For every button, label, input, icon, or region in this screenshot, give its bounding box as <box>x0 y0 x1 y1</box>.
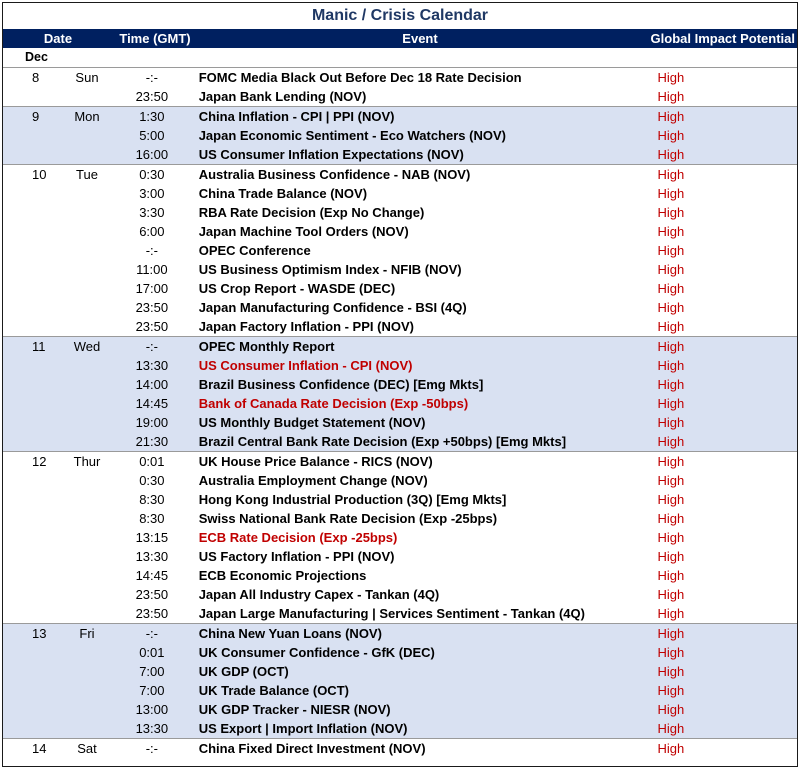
date-cell <box>3 375 113 394</box>
impact-cell: High <box>657 109 685 124</box>
day-number <box>3 203 61 222</box>
day-number: 12 <box>32 454 47 469</box>
time-cell: -:- <box>145 339 158 354</box>
day-number <box>3 662 61 681</box>
time-cell: 8:30 <box>139 511 165 526</box>
day-name: Fri <box>79 626 95 641</box>
event-cell: US Consumer Inflation - CPI (NOV) <box>198 358 413 373</box>
day-number <box>3 317 61 336</box>
day-name <box>61 547 113 566</box>
header-time: Time (GMT) <box>119 31 191 46</box>
day-number <box>3 222 61 241</box>
impact-cell: High <box>657 454 685 469</box>
event-cell: ECB Economic Projections <box>198 568 367 583</box>
table-row <box>3 68 797 87</box>
date-cell <box>3 203 113 222</box>
impact-cell: High <box>657 167 685 182</box>
event-cell: Japan Factory Inflation - PPI (NOV) <box>198 319 414 334</box>
date-cell <box>3 184 113 203</box>
date-cell <box>3 126 113 145</box>
date-cell <box>3 107 113 126</box>
table-row <box>3 394 797 413</box>
date-cell <box>3 681 113 700</box>
table-row <box>3 566 797 585</box>
date-cell <box>3 356 113 375</box>
time-cell: 23:50 <box>135 319 169 334</box>
table-row <box>3 662 797 681</box>
day-number <box>3 604 61 623</box>
day-number <box>3 585 61 604</box>
table-row <box>3 700 797 719</box>
time-cell: 23:50 <box>135 587 169 602</box>
day-number: 10 <box>32 167 47 182</box>
impact-cell: High <box>657 205 685 220</box>
day-name <box>61 317 113 336</box>
time-cell: 13:30 <box>135 358 169 373</box>
date-cell <box>3 585 113 604</box>
day-number <box>3 298 61 317</box>
time-cell: 1:30 <box>139 109 165 124</box>
day-number <box>3 643 61 662</box>
table-row <box>3 624 797 643</box>
table-row <box>3 126 797 145</box>
event-cell: Japan Bank Lending (NOV) <box>198 89 367 104</box>
time-cell: 7:00 <box>139 664 165 679</box>
day-number <box>3 145 61 164</box>
event-cell: Japan Manufacturing Confidence - BSI (4Q) <box>198 300 467 315</box>
table-row <box>3 87 797 106</box>
day-number <box>3 184 61 203</box>
time-cell: 3:30 <box>139 205 165 220</box>
time-cell: 11:00 <box>136 262 168 277</box>
date-cell <box>3 700 113 719</box>
event-cell: US Business Optimism Index - NFIB (NOV) <box>198 262 462 277</box>
event-cell: Australia Business Confidence - NAB (NOV) <box>198 167 471 182</box>
time-cell: 7:00 <box>139 683 165 698</box>
impact-cell: High <box>657 89 685 104</box>
day-name <box>61 184 113 203</box>
event-cell: FOMC Media Black Out Before Dec 18 Rate Decision <box>198 70 522 85</box>
day-number <box>3 87 61 106</box>
time-cell: 14:45 <box>135 568 169 583</box>
date-cell <box>3 145 113 164</box>
time-cell: 13:30 <box>135 549 169 564</box>
day-number <box>3 566 61 585</box>
day-number: 9 <box>32 109 40 124</box>
table-row <box>3 643 797 662</box>
day-number <box>3 471 61 490</box>
time-cell: 23:50 <box>135 300 169 315</box>
day-number: 11 <box>32 339 46 354</box>
date-cell <box>3 490 113 509</box>
impact-cell: High <box>657 587 685 602</box>
day-group <box>3 336 797 451</box>
event-cell: UK Trade Balance (OCT) <box>198 683 349 698</box>
day-name: Thur <box>73 454 101 469</box>
day-number <box>3 700 61 719</box>
day-name: Wed <box>73 339 101 354</box>
impact-cell: High <box>657 396 685 411</box>
day-group <box>3 451 797 623</box>
date-cell <box>3 317 113 336</box>
time-cell: -:- <box>145 741 158 756</box>
day-number: 14 <box>32 741 47 756</box>
impact-cell: High <box>657 339 685 354</box>
time-cell: 19:00 <box>135 415 169 430</box>
table-row <box>3 337 797 356</box>
event-cell: UK Consumer Confidence - GfK (DEC) <box>198 645 435 660</box>
date-cell <box>3 662 113 681</box>
impact-cell: High <box>657 511 685 526</box>
day-name <box>61 566 113 585</box>
day-name <box>61 585 113 604</box>
date-cell <box>3 471 113 490</box>
day-name <box>61 356 113 375</box>
event-cell: Australia Employment Change (NOV) <box>198 473 428 488</box>
event-cell: China Inflation - CPI | PPI (NOV) <box>198 109 395 124</box>
day-number <box>3 528 61 547</box>
time-cell: 0:30 <box>139 167 165 182</box>
day-number <box>3 490 61 509</box>
day-group <box>3 623 797 738</box>
table-header <box>3 29 797 48</box>
day-number <box>3 719 61 738</box>
impact-cell: High <box>657 224 685 239</box>
day-name <box>61 222 113 241</box>
time-cell: -:- <box>145 243 158 258</box>
time-cell: 23:50 <box>135 89 169 104</box>
day-name <box>61 681 113 700</box>
day-name <box>61 298 113 317</box>
event-cell: ECB Rate Decision (Exp -25bps) <box>198 530 398 545</box>
impact-cell: High <box>657 358 685 373</box>
day-name <box>61 719 113 738</box>
day-name <box>61 643 113 662</box>
day-name <box>61 509 113 528</box>
event-cell: US Crop Report - WASDE (DEC) <box>198 281 396 296</box>
time-cell: 0:01 <box>139 454 165 469</box>
event-cell: China New Yuan Loans (NOV) <box>198 626 382 641</box>
time-cell: 13:30 <box>135 721 169 736</box>
table-row <box>3 413 797 432</box>
table-row <box>3 528 797 547</box>
impact-cell: High <box>657 473 685 488</box>
day-name <box>61 260 113 279</box>
table-row <box>3 452 797 471</box>
date-cell <box>3 566 113 585</box>
impact-cell: High <box>657 377 685 392</box>
day-number <box>3 241 61 260</box>
time-cell: 13:00 <box>135 702 169 717</box>
day-number <box>3 547 61 566</box>
date-cell <box>3 337 113 356</box>
time-cell: 5:00 <box>139 128 165 143</box>
calendar-table <box>2 2 798 767</box>
day-number <box>3 413 61 432</box>
time-cell: 8:30 <box>139 492 165 507</box>
time-cell: 0:01 <box>139 645 165 660</box>
month-label: Dec <box>25 50 48 64</box>
table-row <box>3 471 797 490</box>
day-name <box>61 490 113 509</box>
date-cell <box>3 68 113 87</box>
time-cell: 6:00 <box>139 224 165 239</box>
table-row <box>3 585 797 604</box>
event-cell: RBA Rate Decision (Exp No Change) <box>198 205 425 220</box>
day-group <box>3 106 797 164</box>
day-number <box>3 375 61 394</box>
impact-cell: High <box>657 281 685 296</box>
table-row <box>3 547 797 566</box>
day-group <box>3 164 797 336</box>
event-cell: UK GDP (OCT) <box>198 664 289 679</box>
time-cell: 13:15 <box>135 530 169 545</box>
date-cell <box>3 165 113 184</box>
date-cell <box>3 547 113 566</box>
date-cell <box>3 432 113 451</box>
impact-cell: High <box>657 147 685 162</box>
impact-cell: High <box>657 243 685 258</box>
impact-cell: High <box>657 530 685 545</box>
day-number <box>3 432 61 451</box>
impact-cell: High <box>657 128 685 143</box>
date-cell <box>3 509 113 528</box>
impact-cell: High <box>657 606 685 621</box>
day-number <box>3 126 61 145</box>
header-impact: Global Impact Potential <box>650 31 795 46</box>
table-row <box>3 490 797 509</box>
table-row <box>3 432 797 451</box>
impact-cell: High <box>657 300 685 315</box>
event-cell: OPEC Conference <box>198 243 311 258</box>
day-number <box>3 260 61 279</box>
day-name: Sat <box>77 741 97 756</box>
day-number <box>3 356 61 375</box>
impact-cell: High <box>657 626 685 641</box>
day-name <box>61 375 113 394</box>
time-cell: 14:45 <box>135 396 169 411</box>
date-cell <box>3 528 113 547</box>
event-cell: Japan All Industry Capex - Tankan (4Q) <box>198 587 440 602</box>
time-cell: 23:50 <box>135 606 169 621</box>
day-name <box>61 87 113 106</box>
time-cell: -:- <box>145 626 158 641</box>
table-row <box>3 145 797 164</box>
table-row <box>3 375 797 394</box>
impact-cell: High <box>657 664 685 679</box>
time-cell: 3:00 <box>139 186 165 201</box>
time-cell: -:- <box>145 70 158 85</box>
event-cell: US Consumer Inflation Expectations (NOV) <box>198 147 464 162</box>
day-name <box>61 662 113 681</box>
time-cell: 16:00 <box>135 147 169 162</box>
date-cell <box>3 87 113 106</box>
date-cell <box>3 222 113 241</box>
table-row <box>3 107 797 126</box>
event-cell: Hong Kong Industrial Production (3Q) [Emg Mkts] <box>198 492 507 507</box>
time-cell: 17:00 <box>135 281 169 296</box>
event-cell: Japan Large Manufacturing | Services Sentiment - Tankan (4Q) <box>198 606 585 621</box>
day-number <box>3 394 61 413</box>
date-cell <box>3 719 113 738</box>
day-name <box>61 279 113 298</box>
day-number: 13 <box>32 626 47 641</box>
event-cell: Swiss National Bank Rate Decision (Exp -25bps) <box>198 511 498 526</box>
day-name: Tue <box>76 167 98 182</box>
event-cell: Brazil Central Bank Rate Decision (Exp +50bps) [Emg Mkts] <box>198 434 567 449</box>
event-cell: Bank of Canada Rate Decision (Exp -50bps) <box>198 396 469 411</box>
day-name <box>61 241 113 260</box>
day-name <box>61 604 113 623</box>
date-cell <box>3 604 113 623</box>
date-cell <box>3 241 113 260</box>
date-cell <box>3 452 113 471</box>
event-cell: US Export | Import Inflation (NOV) <box>198 721 408 736</box>
event-cell: US Monthly Budget Statement (NOV) <box>198 415 426 430</box>
impact-cell: High <box>657 434 685 449</box>
table-row <box>3 356 797 375</box>
day-number: 8 <box>32 70 40 85</box>
calendar-title: Manic / Crisis Calendar <box>311 7 489 24</box>
event-cell: China Trade Balance (NOV) <box>198 186 368 201</box>
day-number <box>3 509 61 528</box>
header-date: Date <box>43 31 73 46</box>
date-cell <box>3 260 113 279</box>
day-name <box>61 413 113 432</box>
impact-cell: High <box>657 319 685 334</box>
impact-cell: High <box>657 568 685 583</box>
time-cell: 0:30 <box>139 473 165 488</box>
date-cell <box>3 279 113 298</box>
event-cell: Japan Economic Sentiment - Eco Watchers (NOV) <box>198 128 506 143</box>
table-row <box>3 681 797 700</box>
date-cell <box>3 624 113 643</box>
table-row <box>3 165 797 184</box>
table-row <box>3 298 797 317</box>
impact-cell: High <box>657 721 685 736</box>
impact-cell: High <box>657 262 685 277</box>
impact-cell: High <box>657 683 685 698</box>
day-number <box>3 681 61 700</box>
event-cell: UK House Price Balance - RICS (NOV) <box>198 454 433 469</box>
table-row <box>3 509 797 528</box>
time-cell: 14:00 <box>135 377 169 392</box>
day-name <box>61 203 113 222</box>
day-name <box>61 126 113 145</box>
day-name <box>61 528 113 547</box>
event-cell: Brazil Business Confidence (DEC) [Emg Mkts] <box>198 377 484 392</box>
table-row <box>3 604 797 623</box>
table-row <box>3 241 797 260</box>
date-cell <box>3 739 113 758</box>
header-event: Event <box>402 31 438 46</box>
day-name: Mon <box>74 109 100 124</box>
table-row <box>3 317 797 336</box>
table-row <box>3 739 797 758</box>
event-cell: Japan Machine Tool Orders (NOV) <box>198 224 409 239</box>
impact-cell: High <box>657 702 685 717</box>
table-body <box>3 67 797 758</box>
day-name <box>61 471 113 490</box>
table-row <box>3 279 797 298</box>
event-cell: UK GDP Tracker - NIESR (NOV) <box>198 702 391 717</box>
day-group <box>3 738 797 758</box>
day-name <box>61 394 113 413</box>
impact-cell: High <box>657 186 685 201</box>
table-row <box>3 260 797 279</box>
date-cell <box>3 413 113 432</box>
impact-cell: High <box>657 549 685 564</box>
impact-cell: High <box>657 70 685 85</box>
table-row <box>3 184 797 203</box>
date-cell <box>3 298 113 317</box>
impact-cell: High <box>657 741 685 756</box>
day-name <box>61 700 113 719</box>
time-cell: 21:30 <box>135 434 169 449</box>
table-row <box>3 203 797 222</box>
impact-cell: High <box>657 645 685 660</box>
table-row <box>3 719 797 738</box>
impact-cell: High <box>657 415 685 430</box>
table-row <box>3 222 797 241</box>
day-name <box>61 145 113 164</box>
event-cell: OPEC Monthly Report <box>198 339 335 354</box>
impact-cell: High <box>657 492 685 507</box>
day-number <box>3 279 61 298</box>
date-cell <box>3 394 113 413</box>
event-cell: US Factory Inflation - PPI (NOV) <box>198 549 395 564</box>
day-name <box>61 432 113 451</box>
day-name: Sun <box>75 70 99 85</box>
date-cell <box>3 643 113 662</box>
event-cell: China Fixed Direct Investment (NOV) <box>198 741 426 756</box>
day-group <box>3 67 797 106</box>
